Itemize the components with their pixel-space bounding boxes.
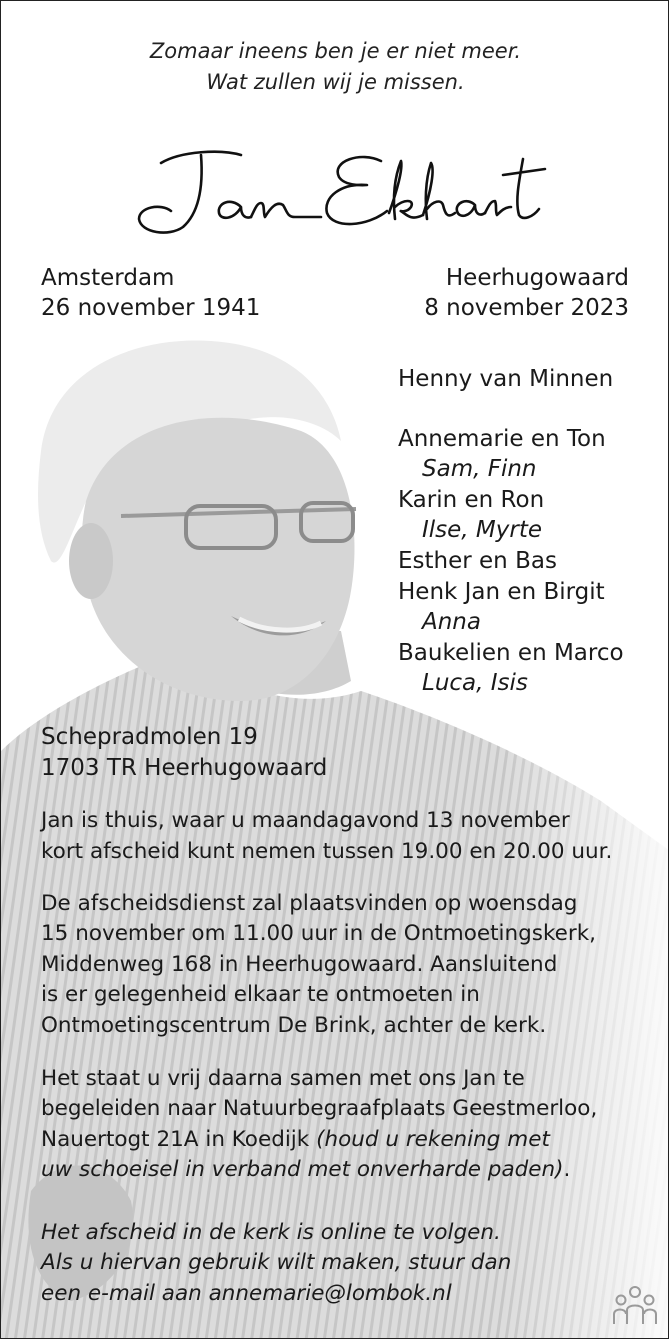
burial-line-1: Het staat u vrij daarna samen met ons Jan te — [41, 1066, 525, 1091]
visit-line-2: kort afscheid kunt nemen tussen 19.00 en 20.00 uur. — [41, 839, 613, 864]
grandchildren-5: Luca, Isis — [422, 670, 528, 696]
service-line-2: 15 november om 11.00 uur in de Ontmoetingskerk, — [41, 921, 597, 946]
burial-line-3-regular: Nauertogt 21A in Koedijk — [41, 1127, 317, 1152]
death-place: Heerhugowaard — [445, 265, 629, 291]
burial-line-3 — [41, 1125, 550, 1156]
child-2: Karin en Ron — [398, 487, 545, 513]
online-line-1: Het afscheid in de kerk is online te volgen. — [41, 1220, 501, 1245]
address-city: 1703 TR Heerhugowaard — [41, 755, 328, 781]
grandchildren-4: Anna — [422, 609, 481, 635]
online-line-3: een e-mail aan annemarie@lombok.nl — [41, 1281, 452, 1306]
birth-place: Amsterdam — [41, 265, 175, 291]
birth-date: 26 november 1941 — [41, 295, 261, 321]
visit-line-1: Jan is thuis, waar u maandagavond 13 november — [41, 808, 570, 833]
death-date: 8 november 2023 — [424, 295, 629, 321]
service-line-4: is er gelegenheid elkaar te ontmoeten in — [41, 982, 480, 1007]
name-signature — [131, 141, 551, 241]
burial-line-3-italic: (houd u rekening met — [316, 1127, 550, 1152]
address-street: Schepradmolen 19 — [41, 724, 258, 750]
motto-line-1: Zomaar ineens ben je er niet meer. — [149, 39, 522, 63]
child-3: Esther en Bas — [398, 548, 557, 574]
online-line-2: Als u hiervan gebruik wilt maken, stuur dan — [41, 1250, 512, 1275]
burial-line-4-italic: uw schoeisel in verband met onverharde paden) — [41, 1157, 564, 1182]
child-1: Annemarie en Ton — [398, 426, 606, 452]
partner-name: Henny van Minnen — [398, 366, 614, 392]
service-line-5: Ontmoetingscentrum De Brink, achter de kerk. — [41, 1013, 547, 1038]
grandchildren-2: Ilse, Myrte — [422, 517, 543, 543]
family-people-icon — [611, 1284, 659, 1326]
child-5: Baukelien en Marco — [398, 640, 624, 666]
burial-line-2: begeleiden naar Natuurbegraafplaats Geestmerloo, — [41, 1096, 598, 1121]
service-line-1: De afscheidsdienst zal plaatsvinden op woensdag — [41, 891, 578, 916]
burial-line-4 — [41, 1155, 570, 1186]
motto-line-2: Wat zullen wij je missen. — [206, 70, 465, 94]
child-4: Henk Jan en Birgit — [398, 579, 605, 605]
service-line-3: Middenweg 168 in Heerhugowaard. Aansluitend — [41, 952, 558, 977]
grandchildren-1: Sam, Finn — [422, 456, 537, 482]
burial-line-4-end: . — [563, 1157, 571, 1182]
